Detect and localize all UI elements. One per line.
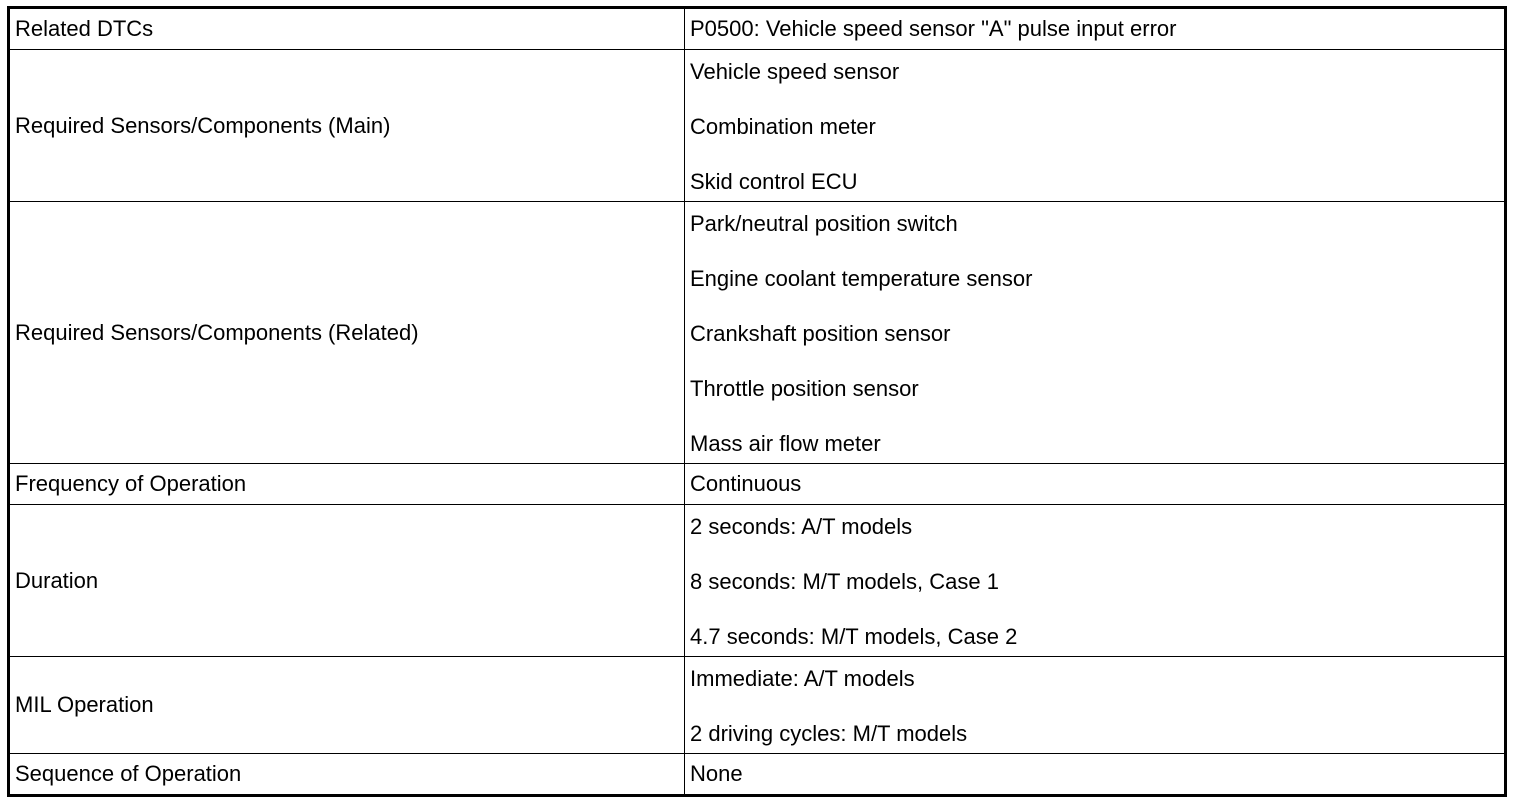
- row-value: [685, 754, 1506, 796]
- row-value: [685, 50, 1506, 202]
- table-row-sequence: [9, 754, 1506, 796]
- row-label: Required Sensors/Components (Related): [9, 202, 685, 464]
- value-line: Park/neutral position switch: [690, 211, 958, 236]
- row-label: Duration: [9, 505, 685, 657]
- value-line: Continuous: [690, 471, 802, 496]
- table-row-duration: [9, 505, 1506, 657]
- value-line: Immediate: A/T models: [690, 666, 915, 691]
- row-value: [685, 505, 1506, 657]
- row-value: [685, 657, 1506, 754]
- row-label: Required Sensors/Components (Main): [9, 50, 685, 202]
- value-line: Combination meter: [690, 114, 876, 139]
- value-line: Throttle position sensor: [690, 376, 919, 401]
- row-value: [685, 464, 1506, 505]
- value-line: Mass air flow meter: [690, 431, 881, 456]
- table-row-mil-operation: [9, 657, 1506, 754]
- value-line: Crankshaft position sensor: [690, 321, 951, 346]
- row-label: Sequence of Operation: [9, 754, 685, 796]
- value-line: 4.7 seconds: M/T models, Case 2: [690, 624, 1018, 649]
- row-value: [685, 8, 1506, 50]
- row-label: Frequency of Operation: [9, 464, 685, 505]
- row-value: [685, 202, 1506, 464]
- monitor-description-table: [7, 6, 1507, 797]
- value-line: P0500: Vehicle speed sensor "A" pulse input error: [690, 16, 1177, 41]
- value-line: Vehicle speed sensor: [690, 59, 900, 84]
- table-row-sensors-main: [9, 50, 1506, 202]
- row-label: MIL Operation: [9, 657, 685, 754]
- row-label: Related DTCs: [9, 8, 685, 50]
- value-line: 2 seconds: A/T models: [690, 514, 913, 539]
- table-row-sensors-related: [9, 202, 1506, 464]
- value-line: 8 seconds: M/T models, Case 1: [690, 569, 999, 594]
- value-line: Engine coolant temperature sensor: [690, 266, 1033, 291]
- value-line: 2 driving cycles: M/T models: [690, 721, 968, 746]
- value-line: None: [690, 761, 743, 786]
- table-row-related-dtcs: [9, 8, 1506, 50]
- table-row-frequency: [9, 464, 1506, 505]
- value-line: Skid control ECU: [690, 169, 858, 194]
